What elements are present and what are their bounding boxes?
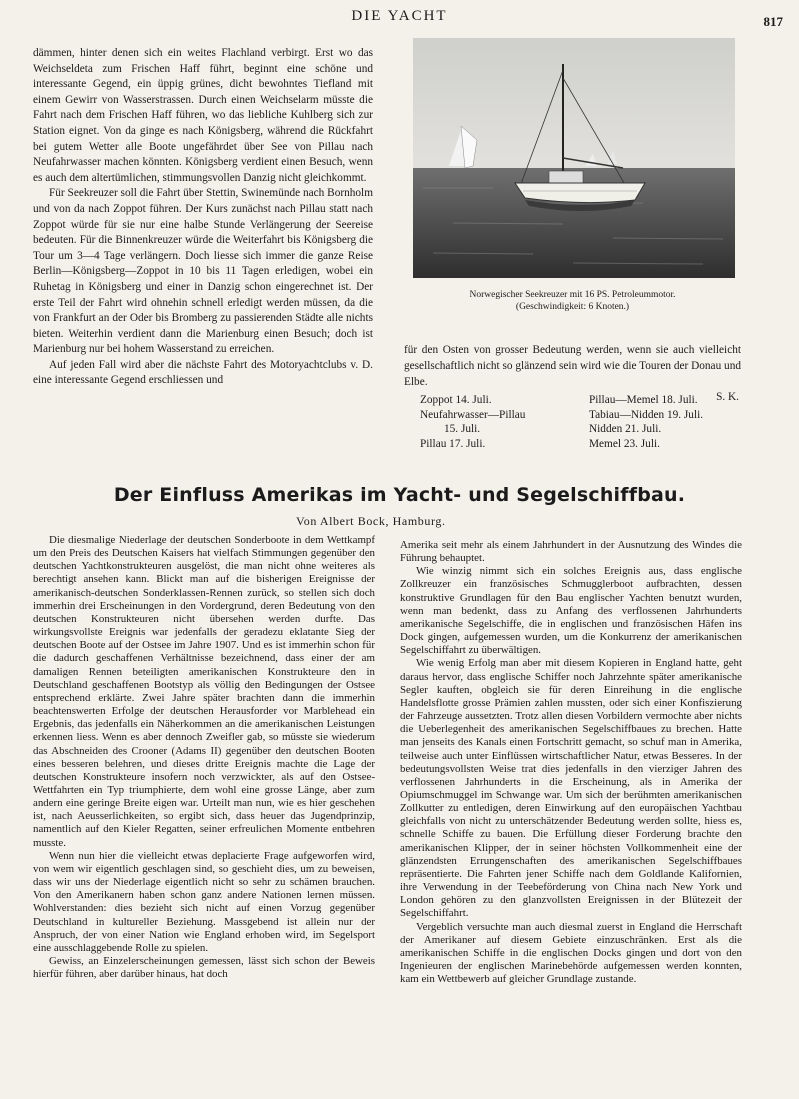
article-title: Der Einfluss Amerikas im Yacht- und Segelschiffbau. bbox=[113, 484, 686, 506]
paragraph: Amerika seit mehr als einem Jahrhundert in der Ausnutzung des Windes die Führung behauptet. bbox=[400, 539, 742, 565]
paragraph: Vergeblich versuchte man auch diesmal zuerst in England die Herrschaft der Amerikaner auf diesem Gebiete einzuschränken. Erst als die amerikanischen Schiffe in die englischen Docks gingen und dort von den Ingenieuren der englischen Marinebehörde aufgemessen werden konnten, kam ein Wettbewerb auf gleicher Grundlage zustande. bbox=[400, 920, 742, 986]
paragraph: Die diesmalige Niederlage der deutschen Sonderboote in dem Wettkampf um den Preis des Deutschen Kaisers hat vielfach Stimmungen gegenüber den deutschen Yachtkonstrukteuren ausgelöst, die man nicht ohne weiteres als berechtigt ansehen kann. Blickt man auf die bisherigen Ereignisse der amerikanisch-deutschen Sonderklassen-Rennen zurück, so stellen sich doch immerhin drei Erscheinungen in den Vordergrund, deren Bedeutung von den deutschen Konstrukteuren nicht übersehen werden durfte. Das wirkungsvollste Ereignis war jedenfalls der geradezu eklatante Sieg der deutschen Boote auf der Ostsee im Jahre 1907. Und es ist immerhin schon für die dadurch geschaffenen Verhältnisse bezeichnend, dass einer der am damaligen Rennen beteiligten amerikanischen Konstrukteure den in Deutschland geschaffenen Bootstyp als völlig den Bedingungen der Ostsee entsprechend erklärte. Zwei Jahre später brachten dann die immerhin beachtenswerten Erfolge der deutschen Herausforder vor Marblehead ein Ergebnis, das jedenfalls ein Näherkommen an die amerikanischen Leistungen erkennen liess. Wenn es aber dennoch Zweifler gab, so müsste sie wiederum das Abschneiden des Crooner (Adams II) gegenüber den deutschen Booten eines besseren belehren, und dieses dritte Ereignis machte die Lage der deutschen Konstrukteure insofern noch verzwickter, als auf den Ostsee-Wettfahrten ein Typ triumphierte, dem wohl eine grosse Länge, aber zum andern eine geringe Breite eigen war. Urteilt man nun, wie es hier geschehen ist, nach Aeusserlichkeiten, so ergibt sich, dass heuer das Jugendprinzip, namentlich auf den Kieler Regatten, seiner erfreulichen Momente entbehren musste. bbox=[33, 534, 375, 849]
running-header-title: DIE YACHT bbox=[351, 8, 448, 24]
schedule-entry: Neufahrwasser—Pillau bbox=[420, 408, 526, 421]
paragraph: Wie winzig nimmt sich ein solches Ereignis aus, dass englische Zollkreuzer ein französisches Schmugglerboot aufbrachten, dessen konstruktive Grundlagen für den Bau englischer Yachten benutzt wurden, wenn man bedenkt, dass zu Anfang des verflossenen Jahrhunderts amerikanische Segelschiffe, die in englischen und französischen Häfen ins Dock gingen, aufgemessen wurden, um die Konkurrenz der amerikanischen Segelschiffahrt zu überwältigen. bbox=[400, 565, 742, 657]
schedule-entry: Zoppot 14. Juli. bbox=[420, 394, 492, 406]
schedule-entry: Memel 23. Juli. bbox=[589, 437, 660, 450]
schedule-entry: Pillau 17. Juli. bbox=[420, 437, 486, 450]
schedule-entry: Tabiau—Nidden 19. Juli. bbox=[589, 408, 704, 421]
article-byline: Von Albert Bock, Hamburg. bbox=[296, 514, 446, 528]
paragraph: Für Seekreuzer soll die Fahrt über Stettin, Swinemünde nach Bornholm und von da nach Zoppot führen. Der Kurs zunächst nach Pillau statt nach Zoppot würde für sie nur eine halbe Stunde Verlängerung der Seereise bedeuten. Für die Binnenkreuzer würde die Weiterfahrt bis Königsberg die Tour um 3—4 Tage verlängern. Doch liesse sich immer die ganze Reise Berlin—Königsberg—Zoppot in 10 bis 11 Tagen erledigen, wobei ein Ruhetag in Königsberg und einer in Danzig schon eingerechnet ist. Der erste Teil der Fahrt wird ohnehin schnell erledigt werden müssen, da die von Frankfurt an der Oder bis Bromberg zu passierenden Städte alle nichts bieten. Weiterhin verdient dann die Marienburg einen Besuch; doch ist Marienburg nur bei hohem Wasserstand zu erreichen. bbox=[33, 187, 373, 356]
top-left-column bbox=[33, 46, 373, 389]
paragraph: Auf jeden Fall wird aber die nächste Fahrt des Motoryachtclubs v. D. eine interessante Gegend erschliessen und bbox=[33, 358, 373, 387]
photo-caption bbox=[400, 289, 745, 313]
page-number: 817 bbox=[763, 14, 783, 29]
caption-line: Norwegischer Seekreuzer mit 16 PS. Petroleummotor. bbox=[469, 290, 676, 300]
sailboat-illustration bbox=[413, 38, 735, 278]
paragraph: Wenn nun hier die vielleicht etwas deplacierte Frage aufgeworfen wird, von wem wir eigentlich geschlagen sind, so geschieht dies, um zu beweisen, dass wir uns der Niederlage eigentlich nicht so sehr zu schämen brauchen. Von den Amerikanern haben schon ganz andere Nationen lernen müssen. Wohlverstanden: dies bezieht sich nicht auf einen Vorzug gegenüber Deutschland in kultureller Beziehung. Massgebend ist allein nur der Anspruch, der von einer Nation wie England erhoben wird, im Segelsport eine ausschlaggebende Rolle zu spielen. bbox=[33, 849, 375, 954]
paragraph: für den Osten von grosser Bedeutung werden, wenn sie auch vielleicht gesellschaftlich nicht so glänzend sein wird wie die Touren der Donau und Elbe. bbox=[404, 344, 741, 388]
schedule-left bbox=[420, 393, 525, 451]
schedule-right bbox=[589, 393, 703, 451]
schedule-entry: 15. Juli. bbox=[444, 423, 481, 436]
paragraph: dämmen, hinter denen sich ein weites Flachland verbirgt. Erst wo das Weichseldeta zum Frischen Haff führt, beginnt eine schöne und interessante Gegend, ein üppig grünes, dicht bewohntes Tiefland mit einem Gewirr von Wasserstrassen. Durch einen Weichselarm müsste die Fahrt nach dem Frischen Haff führen, wo das liebliche Kuhlberg sich zur Station eignet. Von da ginge es nach Königsberg, während die Rückfahrt bei gutem Wetter alle Boote ungefährdet über See von Pillau nach Neufahrwasser machen könnten. Königsberg verdient einen Besuch, wenn es auch dem altertümlichen, stimmungsvollen Danzig nicht gleichkommt. bbox=[33, 47, 373, 184]
sailboat-photo bbox=[413, 38, 735, 278]
schedule-entry: Pillau—Memel 18. Juli. bbox=[589, 394, 698, 406]
article-right-column bbox=[400, 539, 742, 986]
paragraph: Wie wenig Erfolg man aber mit diesem Kopieren in England hatte, geht daraus hervor, dass englische Schiffer noch Jahrzehnte später amerikanische Segler kauften, obgleich sie für deren Einreihung in die englische Handelsflotte grosse Prämien zahlen mussten, oder sich einer Konfiszierung der Fahrzeuge aussetzten. Trotz allen diesen Vorbildern vermochte aber nichts die Ueberlegenheit des amerikanischen Segelschiffbaues zu brechen. Hatte man jenseits des Kanals einen Fortschritt gemacht, so schuf man in Amerika, teilweise auch unter Einflüssen wirtschaftlicher Natur, etwas Besseres. In der bedeutungsvollsten Weise trat dies jedenfalls in den vierziger Jahren des verflossenen Jahrhunderts in die Erscheinung, als in Amerika der Opiumschmuggel im Schwange war. Um sich der berühmten amerikanischen Zollkutter zu entledigen, deren Einwirkung auf den europäischen Yachtbau gleichfalls von nicht zu unterschätzender Bedeutung werden sollte, hiess es, schnelle Schiffe zu bauen. Die Erfüllung dieser Forderung brachte den amerikanischen Klipper, der in seiner höchsten Vollkommenheit eine der glänzendsten Errungenschaften des amerikanischen Segelschiffbaues repräsentierte. Die Fahrten jener Schiffe nach dem Goldlande Kalifornien, ihre Verwendung in der Teebeförderung von China nach New York und London gehören zu den glanzvollsten Ereignissen in der Blütezeit der Segelschiffahrt. bbox=[400, 657, 742, 920]
author-initials: S. K. bbox=[716, 391, 739, 404]
paragraph: Gewiss, an Einzelerscheinungen gemessen, lässt sich schon der Beweis hierfür führen, aber darüber hinaus, hat doch bbox=[33, 955, 375, 981]
article-left-column bbox=[33, 534, 375, 981]
caption-line: (Geschwindigkeit: 6 Knoten.) bbox=[515, 302, 630, 312]
schedule-entry: Nidden 21. Juli. bbox=[589, 423, 662, 436]
